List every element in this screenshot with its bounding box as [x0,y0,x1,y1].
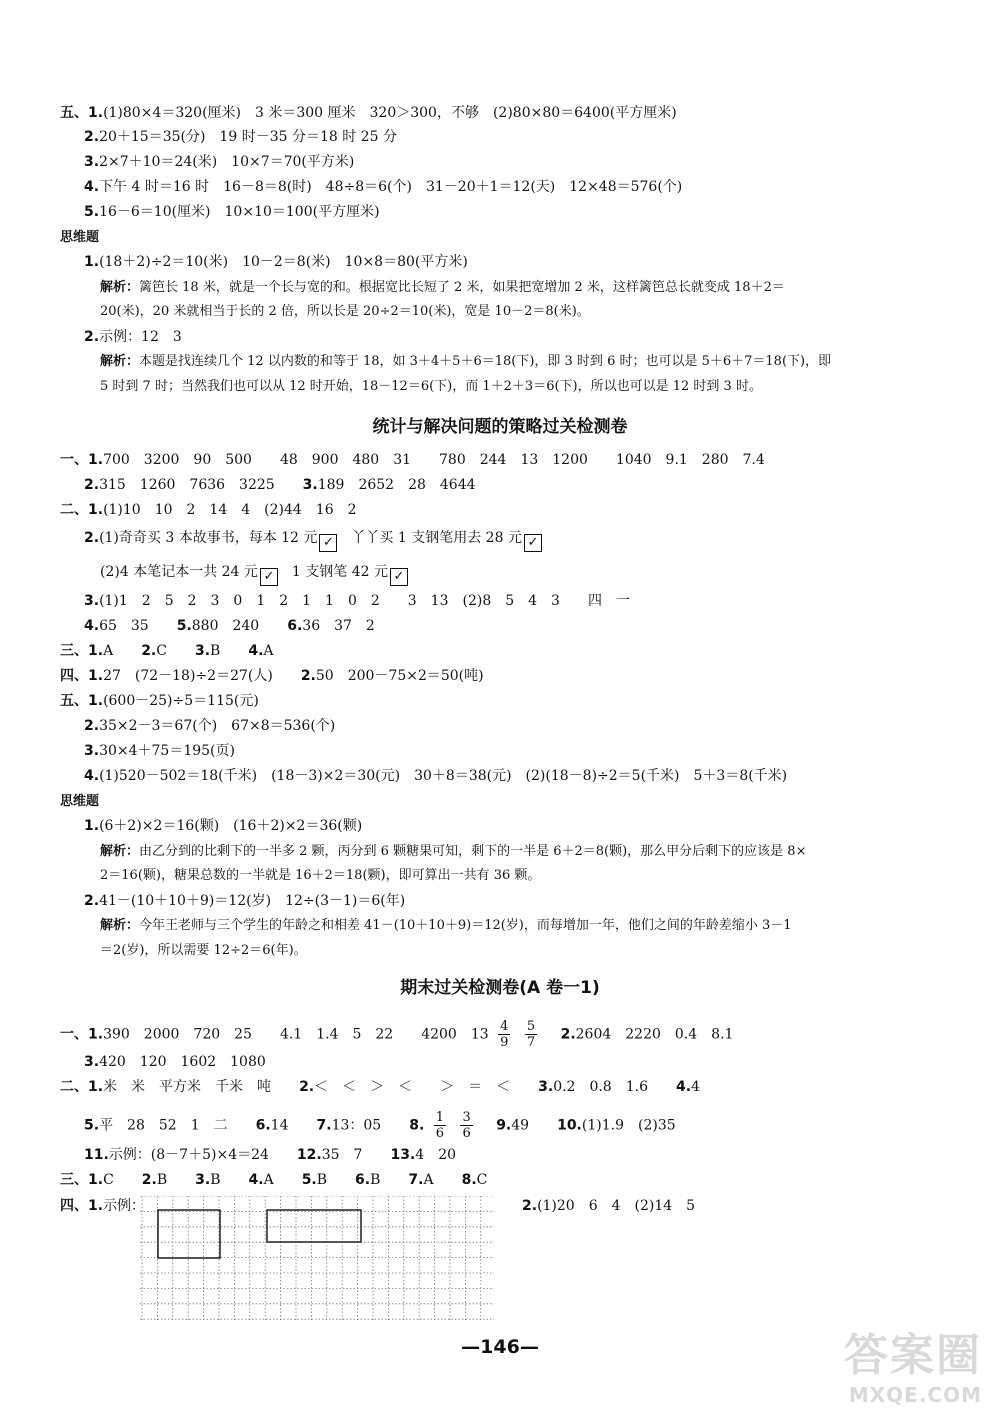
answer-line: 3.30×4＋75＝195(页) [84,743,235,759]
answer-line: 2.(1)20 6 4 (2)14 5 [522,1198,696,1214]
fraction: $\frac{4}{9}$ [500,1019,509,1050]
answer-line: 四、1.27 (72－18)÷2＝27(人) 2.50 200－75×2＝50(吨) [60,668,484,684]
watermark: 答案圈 MXQE.COM [844,1330,982,1407]
answer-line: 2.41－(10＋10＋9)＝12(岁) 12÷(3－1)＝6(年) [84,893,406,909]
explanation-line: ＝2(岁)，所以需要 12÷2＝6(年)。 [100,943,307,958]
answer-line: 4.(1)520－502＝18(千米) (18－3)×2＝30(元) 30＋8＝38(元) (2)(18－8)÷2＝5(千米) 5＋3＝8(千米) [84,768,788,784]
think-heading: 思维题 [60,794,100,809]
think-heading: 思维题 [60,230,100,245]
answer-line: 5.平 28 52 1 二 6.14 7.13：05 8. $\frac{1}{6}$ $\frac{3}{6}$ 9.49 10.(1)1.9 (2)35 [84,1110,676,1141]
answer-line: 五、1.(1)80×4＝320(厘米) 3 米＝300 厘米 320＞300，不够 (2)80×80＝6400(平方厘米) [60,105,677,121]
check-mark-icon: ✓ [390,568,408,586]
answer-line: 4.65 35 5.880 240 6.36 37 2 [84,618,375,634]
dotted-grid [140,1196,494,1322]
answer-line: 三、1.A 2.C 3.B 4.A [60,643,274,659]
answer-line: 1.(18＋2)÷2＝10(米) 10－2＝8(米) 10×8＝80(平方米) [84,254,468,270]
check-mark-icon: ✓ [524,534,542,552]
check-mark-icon: ✓ [260,568,278,586]
explanation-line: 5 时到 7 时；当然我们也可以从 12 时开始，18－12＝6(下)，而 1＋2＋3＝6(下)，所以也可以是 12 时到 3 时。 [100,379,762,394]
explanation-line: 解析：本题是找连续几个 12 以内数的和等于 18，如 3＋4＋5＋6＝18(下)，即 3 时到 6 时；也可以是 5＋6＋7＝18(下)，即 [100,354,832,369]
explanation-line: 2＝16(颗)，糖果总数的一半就是 16＋2＝18(颗)，即可算出一共有 36 颗。 [100,868,541,883]
fraction: $\frac{5}{7}$ [526,1019,536,1050]
answer-line: 2.20＋15＝35(分) 19 时－35 分＝18 时 25 分 [84,129,397,145]
section-title: 期末过关检测卷(A 卷一1) [400,978,600,998]
explanation-line: 20(米)，20 米就相当于长的 2 倍，所以长是 20÷2＝10(米)，宽是 10－2＝8(米)。 [100,304,590,319]
answer-line: 4.下午 4 时＝16 时 16－8＝8(时) 48÷8＝6(个) 31－20＋1＝12(天) 12×48＝576(个) [84,179,683,195]
rectangle-drawing [267,1210,361,1242]
answer-line: 11.示例：(8－7＋5)×4＝24 12.35 7 13.4 20 [84,1147,457,1163]
answer-line: 四、1.示例： [60,1198,146,1214]
answer-line: 三、1.C 2.B 3.B 4.A 5.B 6.B 7.A 8.C [60,1172,488,1188]
answer-line: 二、1.(1)10 10 2 14 4 (2)44 16 2 [60,502,357,518]
section-title: 统计与解决问题的策略过关检测卷 [372,417,628,437]
answer-line: 1.(6＋2)×2＝16(颗) (16＋2)×2＝36(颗) [84,818,363,834]
answer-line: 5.16－6＝10(厘米) 10×10＝100(平方厘米) [84,204,380,220]
rectangle-drawing [158,1210,220,1258]
answer-line: 3.420 120 1602 1080 [84,1054,266,1070]
answer-line: 二、1.米 米 平方米 千米 吨 2.＜ ＜ ＞ ＜ ＞ ＝ ＜ 3.0.2 0.8 1.6 4.4 [60,1079,700,1095]
answer-line: 一、1.700 3200 90 500 48 900 480 31 780 244 13 1200 1040 9.1 280 7.4 [60,452,765,468]
explanation-line: 解析：今年王老师与三个学生的年龄之和相差 41－(10＋10＋9)＝12(岁)，而每增加一年，他们之间的年龄差缩小 3－1 [100,918,792,933]
answer-line: 3.(1)1 2 5 2 3 0 1 2 1 1 0 2 3 13 (2)8 5 4 3 四 一 [84,593,630,609]
answer-line: 3.2×7＋10＝24(米) 10×7＝70(平方米) [84,154,355,170]
fraction: $\frac{3}{6}$ [462,1110,471,1141]
answer-line: 2.35×2－3＝67(个) 67×8＝536(个) [84,718,336,734]
answer-line: 一、1.390 2000 720 25 4.1 1.4 5 22 4200 13 $\frac{4}{9}$ $\frac{5}{7}$ 2.2604 2220 0.4 8.1 [60,1019,734,1050]
answer-line: 五、1.(600－25)÷5＝115(元) [60,693,259,709]
explanation-line: 解析：由乙分到的比剩下的一半多 2 颗，丙分到 6 颗糖果可知，剩下的一半是 6＋2＝8(颗)，那么甲分后剩下的应该是 8× [100,844,807,859]
answer-line: 2.示例：12 3 [84,329,182,345]
fraction: $\frac{1}{6}$ [435,1110,444,1141]
answer-line: (2)4 本笔记本一共 24 元 ✓ 1 支钢笔 42 元 ✓ [100,563,408,586]
check-mark-icon: ✓ [319,534,337,552]
answer-line: 2.315 1260 7636 3225 3.189 2652 28 4644 [84,477,476,493]
explanation-line: 解析：篱笆长 18 米，就是一个长与宽的和。根据宽比长短了 2 米，如果把宽增加 2 米，这样篱笆总长就变成 18＋2＝ [100,280,785,295]
page-number: —146— [461,1336,539,1358]
answer-line: 2.(1)奇奇买 3 本故事书，每本 12 元 ✓ 丫丫买 1 支钢笔用去 28 元 ✓ [84,529,542,552]
